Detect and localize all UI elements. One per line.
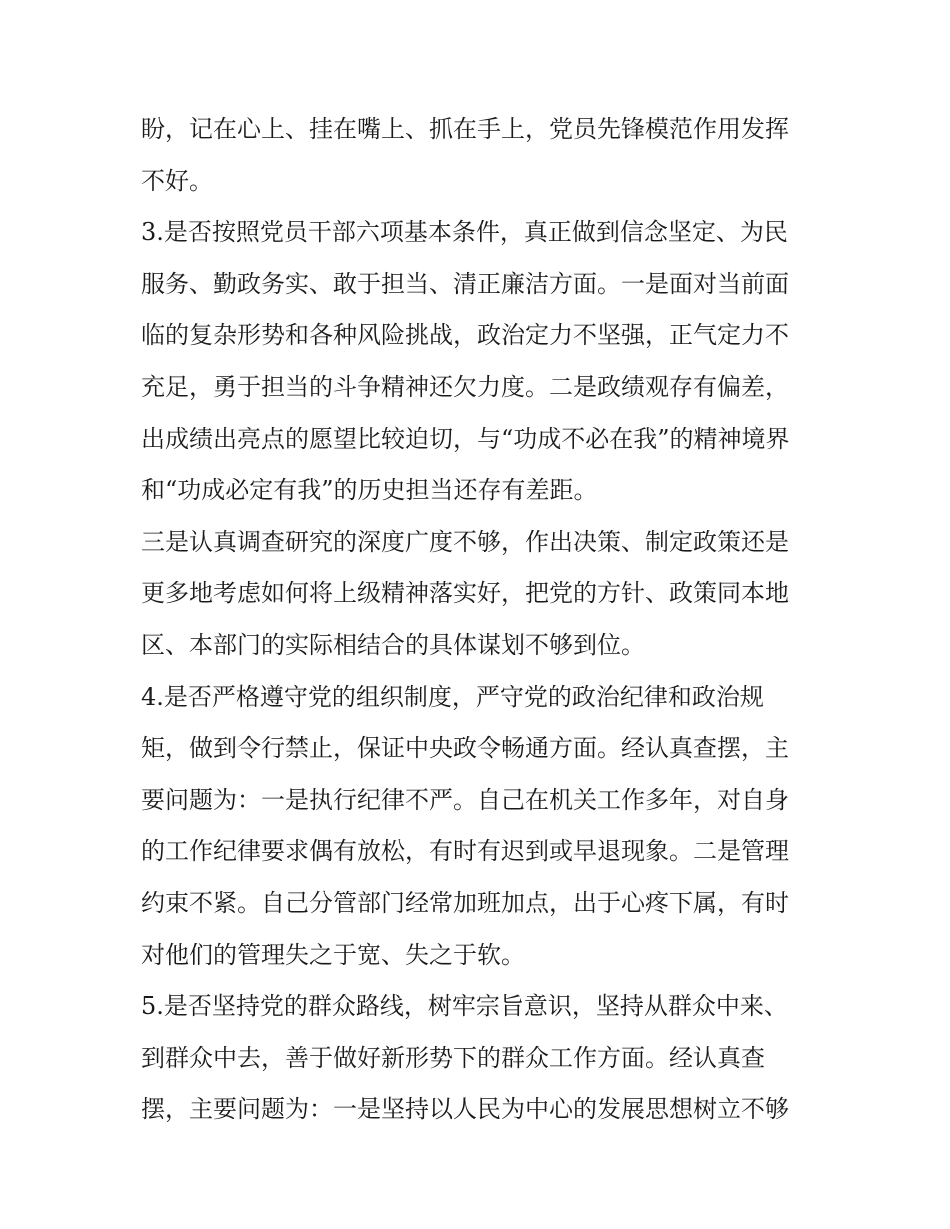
text-line: 摆，主要问题为：一是坚持以人民为中心的发展思想树立不够 — [141, 1095, 789, 1124]
text-line: 临的复杂形势和各种风险挑战，政治定力不坚强，正气定力不 — [141, 321, 789, 350]
text-line: 不好。 — [141, 166, 213, 195]
text-line: 到群众中去，善于做好新形势下的群众工作方面。经认真查 — [141, 1043, 765, 1072]
text-line: 和“功成必定有我”的历史担当还存有差距。 — [141, 476, 598, 505]
text-line: 要问题为：一是执行纪律不严。自己在机关工作多年，对自身 — [141, 785, 789, 814]
text-line: 4.是否严格遵守党的组织制度，严守党的政治纪律和政治规 — [141, 682, 764, 711]
text-line: 出成绩出亮点的愿望比较迫切，与“功成不必在我”的精神境界 — [141, 424, 790, 453]
text-line: 更多地考虑如何将上级精神落实好，把党的方针、政策同本地 — [141, 579, 789, 608]
text-line: 的工作纪律要求偶有放松，有时有迟到或早退现象。二是管理 — [141, 837, 789, 866]
body-text — [141, 104, 813, 1136]
text-line: 服务、勤政务实、敢于担当、清正廉洁方面。一是面对当前面 — [141, 269, 789, 298]
text-line: 矩，做到令行禁止，保证中央政令畅通方面。经认真查摆，主 — [141, 734, 789, 763]
text-line: 盼，记在心上、挂在嘴上、抓在手上，党员先锋模范作用发挥 — [141, 115, 789, 143]
text-line: 3.是否按照党员干部六项基本条件，真正做到信念坚定、为民 — [141, 218, 788, 247]
text-line: 约束不紧。自己分管部门经常加班加点，出于心疼下属，有时 — [141, 888, 789, 917]
text-line: 区、本部门的实际相结合的具体谋划不够到位。 — [141, 630, 645, 659]
text-line: 充足，勇于担当的斗争精神还欠力度。二是政绩观存有偏差， — [141, 372, 789, 401]
text-line: 三是认真调查研究的深度广度不够，作出决策、制定政策还是 — [141, 527, 789, 556]
text-line: 对他们的管理失之于宽、失之于软。 — [141, 940, 525, 969]
text-line: 5.是否坚持党的群众路线，树牢宗旨意识，坚持从群众中来、 — [141, 992, 788, 1021]
